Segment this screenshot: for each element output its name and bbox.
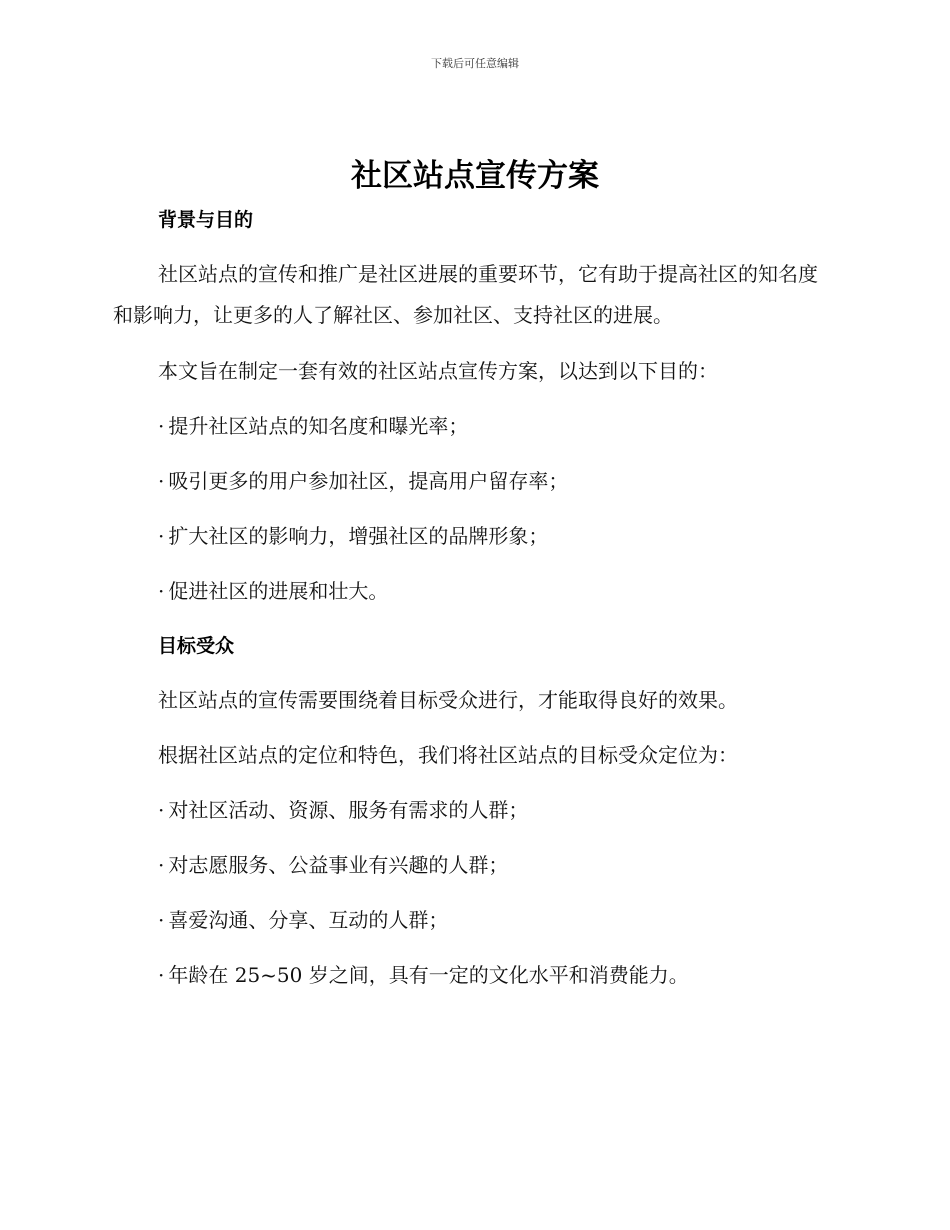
list-item-text: 年龄在 25~50 岁之间，具有一定的文化水平和消费能力。 — [168, 963, 689, 987]
section-heading-background: 背景与目的 — [158, 209, 254, 231]
list-item-text: 提升社区站点的知名度和曝光率； — [168, 414, 469, 438]
document-title: 社区站点宣传方案 — [351, 158, 599, 194]
paragraph-audience-intro: 社区站点的宣传需要围绕着目标受众进行，才能取得良好的效果。 — [158, 688, 738, 712]
paragraph-purpose-intro: 本文旨在制定一套有效的社区站点宣传方案，以达到以下目的： — [158, 359, 718, 383]
list-item-text: 对社区活动、资源、服务有需求的人群； — [168, 798, 529, 822]
list-item — [158, 851, 508, 879]
bullet-icon: · — [158, 414, 165, 438]
section-heading-audience: 目标受众 — [158, 635, 235, 657]
list-item — [158, 796, 528, 824]
header-note: 下载后可任意编辑 — [431, 57, 519, 70]
list-item-text: 喜爱沟通、分享、互动的人群； — [168, 908, 449, 932]
list-item-text: 促进社区的进展和壮大。 — [168, 579, 389, 603]
list-item — [158, 906, 448, 934]
list-item-text: 吸引更多的用户参加社区，提高用户留存率； — [168, 469, 569, 493]
bullet-icon: · — [158, 963, 165, 987]
list-item — [158, 412, 468, 440]
list-item — [158, 522, 548, 550]
list-item-text: 对志愿服务、公益事业有兴趣的人群； — [168, 853, 509, 877]
bullet-icon: · — [158, 524, 165, 548]
paragraph-audience-positioning: 根据社区站点的定位和特色，我们将社区站点的目标受众定位为： — [158, 743, 738, 767]
bullet-icon: · — [158, 908, 165, 932]
list-item — [158, 577, 388, 605]
list-item — [158, 961, 689, 989]
list-item — [158, 467, 568, 495]
paragraph-background: 社区站点的宣传和推广是社区进展的重要环节，它有助于提高社区的知名度和影响力，让更多的人了解社区、参加社区、支持社区的进展。 — [113, 262, 818, 327]
bullet-icon: · — [158, 853, 165, 877]
bullet-icon: · — [158, 469, 165, 493]
list-item-text: 扩大社区的影响力，增强社区的品牌形象； — [168, 524, 549, 548]
bullet-icon: · — [158, 798, 165, 822]
bullet-icon: · — [158, 579, 165, 603]
